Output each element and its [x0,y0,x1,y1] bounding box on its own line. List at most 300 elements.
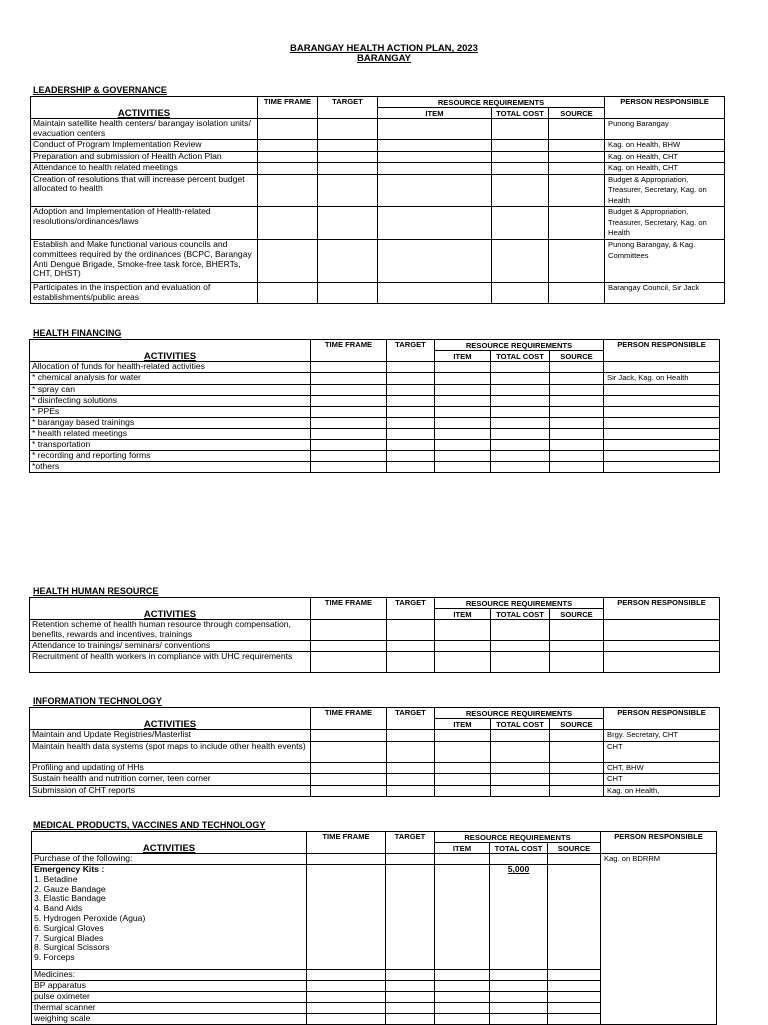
empty-cell [311,439,387,450]
empty-cell [307,992,386,1003]
source-header: SOURCE [550,351,604,362]
empty-cell [550,384,604,395]
empty-cell [311,641,387,652]
emergency-kit-item: 7. Surgical Blades [34,932,104,943]
empty-cell [387,439,435,450]
empty-cell [549,163,605,175]
empty-cell [387,641,435,652]
empty-cell [378,240,492,283]
empty-cell [311,417,387,428]
empty-cell [491,762,550,774]
empty-cell [550,406,604,417]
person-responsible: Kag. on BDRRM [601,854,717,1025]
emergency-kits-title: Emergency Kits : [34,864,105,874]
person-responsible-cell: Kag. on Health, BHW [605,140,725,152]
section-title-medical: MEDICAL PRODUCTS, VACCINES AND TECHNOLOGY [33,820,266,830]
medical-item-cell: Medicines: [32,970,307,981]
activity-cell: * health related meetings [30,428,311,439]
empty-cell [318,174,378,207]
empty-cell [258,240,318,283]
empty-cell [435,762,491,774]
empty-cell [550,461,604,472]
person-responsible-cell: CHT [604,741,720,762]
person-responsible-cell: Punong Barangay [605,119,725,140]
empty-cell [378,151,492,163]
time-frame-header: TIME FRAME [307,832,386,854]
empty-cell [258,119,318,140]
emergency-kit-item: 9. Forceps [34,952,75,963]
item-header: ITEM [435,351,491,362]
empty-cell [435,730,491,742]
activity-cell: Maintain satellite health centers/ barangay isolation units/ evacuation centers [31,119,258,140]
source-header: SOURCE [548,843,601,854]
empty-cell [387,362,435,373]
table-row [30,652,720,673]
activity-cell: * PPEs [30,406,311,417]
empty-cell [549,240,605,283]
empty-cell [550,730,604,742]
activity-cell: Conduct of Program Implementation Review [31,140,258,152]
empty-cell [386,1014,435,1025]
empty-cell [549,283,605,304]
person-responsible-header: PERSON RESPONSIBLE [604,598,720,620]
purchase-row-label: Purchase of the following: [32,854,307,865]
activity-cell: Participates in the inspection and evaluation of establishments/public areas [31,283,258,304]
empty-cell [311,774,387,786]
empty-cell [435,1003,490,1014]
empty-cell [307,1014,386,1025]
emergency-kits-total-cost: 5,000 [507,864,530,874]
activity-cell: Preparation and submission of Health Action Plan [31,151,258,163]
activities-header: ACTIVITIES [30,598,311,620]
table-row [30,406,720,417]
activity-cell: * transportation [30,439,311,450]
table-row [30,450,720,461]
total-cost-header: TOTAL COST [491,351,550,362]
empty-cell [435,461,491,472]
empty-cell [318,119,378,140]
empty-cell [387,461,435,472]
activities-header: ACTIVITIES [32,832,307,854]
empty-cell [387,762,435,774]
person-responsible-cell [604,395,720,406]
empty-cell [311,384,387,395]
empty-cell [435,741,491,762]
section-title-financing: HEALTH FINANCING [33,328,122,338]
total-cost-header: TOTAL COST [491,609,550,620]
empty-cell [492,140,549,152]
section-title-leadership: LEADERSHIP & GOVERNANCE [33,85,167,95]
empty-cell [550,785,604,797]
person-responsible-header: PERSON RESPONSIBLE [601,832,717,854]
empty-cell [387,450,435,461]
empty-cell [386,1003,435,1014]
item-header: ITEM [435,843,490,854]
empty-cell [435,1014,490,1025]
person-responsible-header: PERSON RESPONSIBLE [604,708,720,730]
table-row [31,140,725,152]
person-responsible-cell [604,652,720,673]
empty-cell [435,641,491,652]
activity-cell: Attendance to health related meetings [31,163,258,175]
medical-table [31,831,717,1025]
section-title-it: INFORMATION TECHNOLOGY [33,696,162,706]
item-header: ITEM [435,719,491,730]
empty-cell [490,970,548,981]
empty-cell [387,417,435,428]
person-responsible-cell: Budget & Appropriation, Treasurer, Secretary, Kag. on Health [605,174,725,207]
empty-cell [491,417,550,428]
empty-cell [258,174,318,207]
activity-cell: Maintain health data systems (spot maps to include other health events) [30,741,311,762]
emergency-kit-item: 6. Surgical Gloves [34,922,104,933]
person-responsible-cell [604,428,720,439]
empty-cell [491,384,550,395]
person-responsible-cell [604,620,720,641]
person-responsible-cell: CHT, BHW [604,762,720,774]
empty-cell [378,174,492,207]
time-frame-header: TIME FRAME [311,598,387,620]
table-row [31,163,725,175]
empty-cell [435,970,490,981]
empty-cell [318,240,378,283]
empty-cell [548,1014,601,1025]
person-responsible-cell: Sir Jack, Kag. on Health [604,373,720,385]
empty-cell [318,163,378,175]
empty-cell [549,119,605,140]
resource-requirements-header: RESOURCE REQUIREMENTS [378,97,605,108]
empty-cell [387,428,435,439]
table-row [30,774,720,786]
empty-cell [258,163,318,175]
table-row [30,362,720,373]
empty-cell [258,207,318,240]
person-responsible-cell [604,384,720,395]
target-header: TARGET [318,97,378,119]
empty-cell [490,992,548,1003]
activities-header: ACTIVITIES [31,97,258,119]
empty-cell [548,981,601,992]
time-frame-header: TIME FRAME [311,708,387,730]
empty-cell [435,992,490,1003]
section-title-hr: HEALTH HUMAN RESOURCE [33,586,159,596]
empty-cell [387,785,435,797]
empty-cell [307,970,386,981]
source-header: SOURCE [550,609,604,620]
empty-cell [550,652,604,673]
table-row [30,461,720,472]
table-row [30,741,720,762]
target-header: TARGET [386,832,435,854]
emergency-kit-item: 5. Hydrogen Peroxide (Agua) [34,912,146,923]
empty-cell [387,741,435,762]
empty-cell [491,774,550,786]
empty-cell [550,362,604,373]
empty-cell [378,163,492,175]
activities-header: ACTIVITIES [30,340,311,362]
empty-cell [318,140,378,152]
table-row [30,762,720,774]
empty-cell [378,140,492,152]
person-responsible-header: PERSON RESPONSIBLE [605,97,725,119]
empty-cell [318,151,378,163]
person-responsible-cell [604,641,720,652]
empty-cell [492,240,549,283]
empty-cell [386,970,435,981]
person-responsible-cell [604,461,720,472]
empty-cell [311,428,387,439]
empty-cell [550,762,604,774]
empty-cell [548,992,601,1003]
empty-cell [307,1003,386,1014]
medical-item-cell: BP apparatus [32,981,307,992]
empty-cell [491,741,550,762]
empty-cell [435,774,491,786]
empty-cell [318,283,378,304]
empty-cell [550,741,604,762]
empty-cell [491,362,550,373]
item-header: ITEM [378,108,492,119]
activity-cell: Adoption and Implementation of Health-related resolutions/ordinances/laws [31,207,258,240]
table-row [30,373,720,385]
empty-cell [378,119,492,140]
empty-cell [491,373,550,385]
empty-cell [435,384,491,395]
source-header: SOURCE [549,108,605,119]
resource-requirements-header: RESOURCE REQUIREMENTS [435,340,604,351]
activities-header: ACTIVITIES [30,708,311,730]
table-row [30,620,720,641]
empty-cell [258,140,318,152]
document-title: BARANGAY HEALTH ACTION PLAN, 2023 [290,43,478,54]
time-frame-header: TIME FRAME [258,97,318,119]
empty-cell [550,373,604,385]
resource-requirements-header: RESOURCE REQUIREMENTS [435,832,601,843]
emergency-kit-item: 3. Elastic Bandage [34,893,106,904]
table-row [31,207,725,240]
medical-item-cell: pulse oximeter [32,992,307,1003]
empty-cell [550,620,604,641]
item-header: ITEM [435,609,491,620]
empty-cell [435,652,491,673]
financing-table [29,339,720,473]
empty-cell [490,1003,548,1014]
empty-cell [549,207,605,240]
activity-cell: Maintain and Update Registries/Masterlist [30,730,311,742]
empty-cell [435,981,490,992]
empty-cell [491,395,550,406]
emergency-kit-item: 2. Gauze Bandage [34,883,106,894]
target-header: TARGET [387,340,435,362]
empty-cell [492,151,549,163]
empty-cell [550,774,604,786]
person-responsible-cell: Kag. on Health, CHT [605,151,725,163]
leadership-table [30,96,725,304]
empty-cell [548,970,601,981]
empty-cell [386,992,435,1003]
activity-cell: Creation of resolutions that will increase percent budget allocated to health [31,174,258,207]
time-frame-header: TIME FRAME [311,340,387,362]
empty-cell [435,785,491,797]
empty-cell [492,174,549,207]
empty-cell [492,283,549,304]
table-row [30,439,720,450]
total-cost-header: TOTAL COST [492,108,549,119]
table-row [31,174,725,207]
empty-cell [549,140,605,152]
person-responsible-cell: Kag. on Health, CHT [605,163,725,175]
empty-cell [435,373,491,385]
activity-cell: * spray can [30,384,311,395]
empty-cell [550,641,604,652]
empty-cell [387,620,435,641]
person-responsible-cell: Barangay Council, Sir Jack [605,283,725,304]
empty-cell [435,620,491,641]
activity-cell: Recruitment of health workers in compliance with UHC requirements [30,652,311,673]
resource-requirements-header: RESOURCE REQUIREMENTS [435,598,604,609]
empty-cell [387,652,435,673]
table-row [31,240,725,283]
emergency-kits-cell [32,865,307,970]
empty-cell [311,406,387,417]
table-row [30,384,720,395]
empty-cell [386,981,435,992]
empty-cell [378,207,492,240]
table-row [31,119,725,140]
empty-cell [492,207,549,240]
activity-cell: Establish and Make functional various councils and committees required by the ordinances (BCPC, Barangay Anti Dengue Brigade, Smoke-free task force, BHERTs, CHT, DHST) [31,240,258,283]
empty-cell [435,406,491,417]
table-row [30,730,720,742]
empty-cell [311,362,387,373]
empty-cell [491,406,550,417]
empty-cell [378,283,492,304]
empty-cell [549,151,605,163]
empty-cell [387,373,435,385]
empty-cell [311,652,387,673]
empty-cell [491,785,550,797]
empty-cell [387,730,435,742]
emergency-kit-item: 4. Band Aids [34,903,83,914]
document-subtitle: BARANGAY [356,53,412,64]
empty-cell [490,981,548,992]
empty-cell [550,428,604,439]
person-responsible-cell [604,362,720,373]
empty-cell [491,439,550,450]
empty-cell [491,620,550,641]
table-row [30,785,720,797]
empty-cell [311,730,387,742]
activity-cell: Sustain health and nutrition corner, teen corner [30,774,311,786]
target-header: TARGET [387,708,435,730]
total-cost-header: TOTAL COST [491,719,550,730]
table-row [30,395,720,406]
empty-cell [311,461,387,472]
person-responsible-cell: Budget & Appropriation, Treasurer, Secretary, Kag. on Health [605,207,725,240]
empty-cell [491,641,550,652]
empty-cell [307,981,386,992]
table-row [31,151,725,163]
empty-cell [311,450,387,461]
table-row [31,283,725,304]
person-responsible-cell [604,406,720,417]
activity-cell: Allocation of funds for health-related activities [30,362,311,373]
empty-cell [491,730,550,742]
empty-cell [435,395,491,406]
empty-cell [491,652,550,673]
empty-cell [435,439,491,450]
activity-cell: Retention scheme of health human resource through compensation, benefits, rewards and incentives, trainings [30,620,311,641]
empty-cell [548,1003,601,1014]
activity-cell: *others [30,461,311,472]
empty-cell [490,1014,548,1025]
activity-cell: Submission of CHT reports [30,785,311,797]
empty-cell [318,207,378,240]
empty-cell [550,450,604,461]
person-responsible-cell: Punong Barangay, & Kag. Committees [605,240,725,283]
empty-cell [492,163,549,175]
empty-cell [550,439,604,450]
source-header: SOURCE [550,719,604,730]
target-header: TARGET [387,598,435,620]
empty-cell [435,362,491,373]
resource-requirements-header: RESOURCE REQUIREMENTS [435,708,604,719]
activity-cell: Profiling and updating of HHs [30,762,311,774]
empty-cell [491,461,550,472]
activity-cell: * chemical analysis for water [30,373,311,385]
empty-cell [492,119,549,140]
person-responsible-cell: Kag. on Health, [604,785,720,797]
empty-cell [311,395,387,406]
empty-cell [387,395,435,406]
person-responsible-cell [604,450,720,461]
person-responsible-cell: Brgy. Secretary, CHT [604,730,720,742]
emergency-kit-item: 8. Surgical Scissors [34,942,110,953]
empty-cell [550,417,604,428]
empty-cell [311,741,387,762]
empty-cell [258,283,318,304]
total-cost-header: TOTAL COST [490,843,548,854]
empty-cell [435,428,491,439]
table-row [30,641,720,652]
empty-cell [311,762,387,774]
person-responsible-cell: CHT [604,774,720,786]
emergency-kit-item: 1. Betadine [34,873,78,884]
empty-cell [387,774,435,786]
empty-cell [311,620,387,641]
person-responsible-cell [604,417,720,428]
activity-cell: * barangay based trainings [30,417,311,428]
empty-cell [435,450,491,461]
it-table [29,707,720,797]
activity-cell: * recording and reporting forms [30,450,311,461]
hr-table [29,597,720,673]
person-responsible-header: PERSON RESPONSIBLE [604,340,720,362]
empty-cell [311,785,387,797]
empty-cell [258,151,318,163]
empty-cell [491,428,550,439]
empty-cell [387,406,435,417]
empty-cell [550,395,604,406]
activity-cell: Attendance to trainings/ seminars/ conventions [30,641,311,652]
empty-cell [311,373,387,385]
medical-item-cell: weighing scale [32,1014,307,1025]
empty-cell [491,450,550,461]
table-row [30,417,720,428]
empty-cell [387,384,435,395]
empty-cell [435,417,491,428]
table-row [30,428,720,439]
